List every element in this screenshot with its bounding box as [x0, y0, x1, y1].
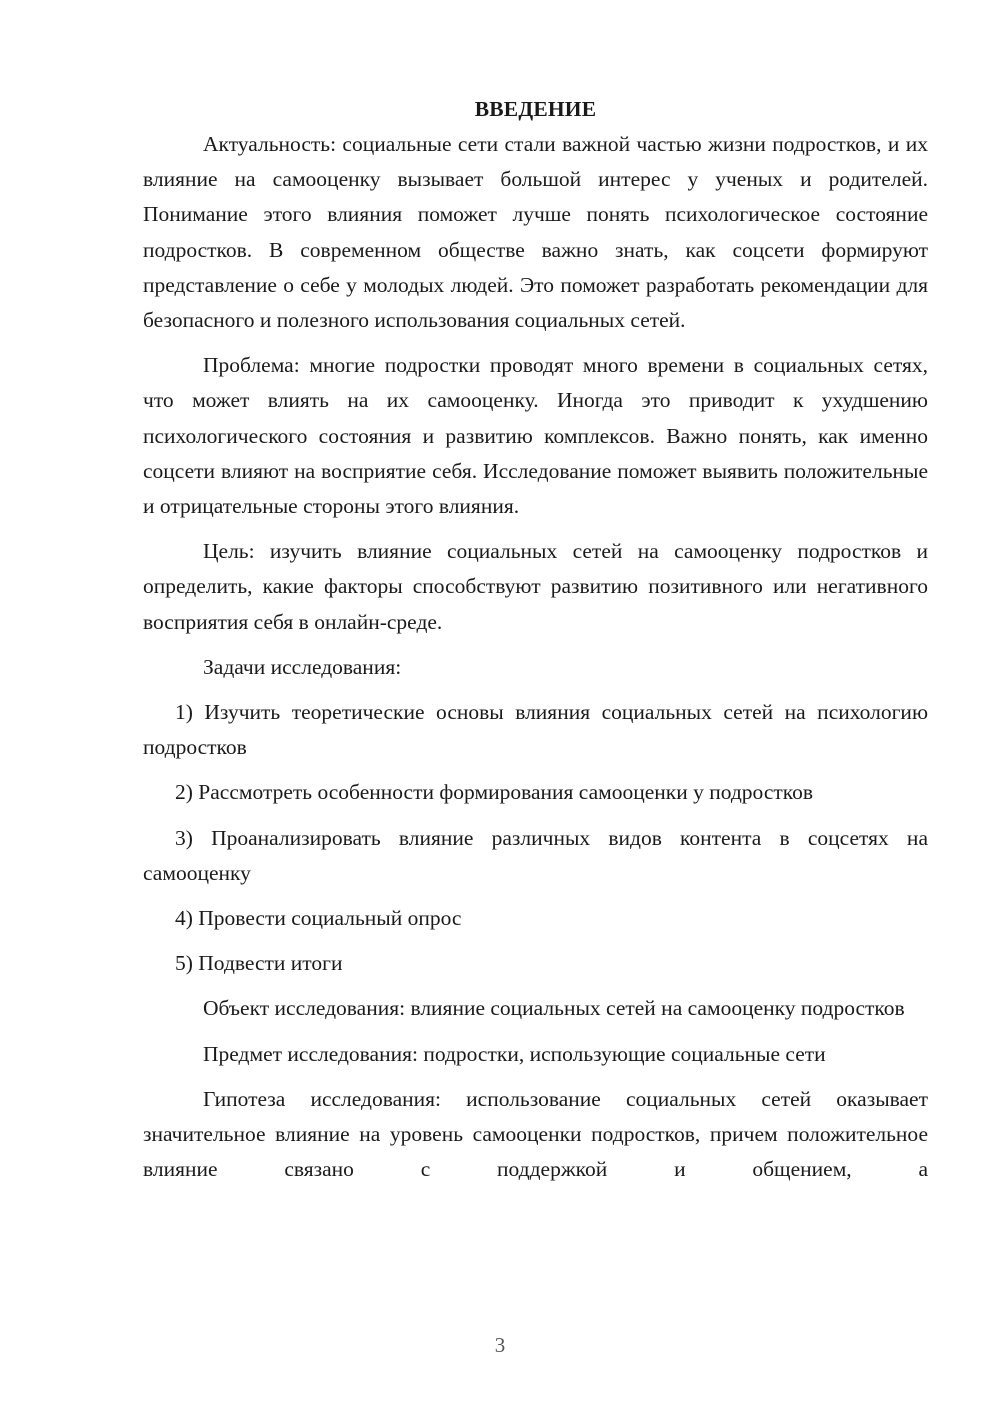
task-item-2: 2) Рассмотреть особенности формирования самооценки у подростков [175, 780, 814, 805]
task-item-1: 1) Изучить теоретические основы влияния социальных сетей на психологию подростков [143, 700, 928, 760]
paragraph-goal: Цель: изучить влияние социальных сетей на самооценку подростков и определить, какие факторы способствуют развитию позитивного или негативного восприятия себя в онлайн-среде. [143, 539, 928, 634]
page-number: 3 [494, 1333, 506, 1357]
paragraph-subject: Предмет исследования: подростки, использующие социальные сети [203, 1041, 826, 1066]
document-page [143, 92, 928, 1187]
page-title: ВВЕДЕНИЕ [474, 97, 597, 121]
task-item-3: 3) Проанализировать влияние различных видов контента в соцсетях на самооценку [143, 825, 928, 885]
paragraph-hypothesis: Гипотеза исследования: использование социальных сетей оказывает значительное влияние на уровень самооценки подростков, причем положительное влияние связано с поддержкой и общением, а [143, 1086, 928, 1182]
paragraph-object: Объект исследования: влияние социальных сетей на самооценку подростков [203, 996, 905, 1021]
paragraph-relevance: Актуальность: социальные сети стали важной частью жизни подростков, и их влияние на самооценку вызывает большой интерес у ученых и родителей. Понимание этого влияния поможет лучше понять психологическое состояние подростков. В современном обществе важно знать, как соцсети формируют представление о себе у молодых людей. Это поможет разработать рекомендации для безопасного и полезного использования социальных сетей. [143, 132, 928, 333]
task-item-5: 5) Подвести итоги [175, 951, 343, 976]
paragraph-problem: Проблема: многие подростки проводят много времени в социальных сетях, что может влиять на их самооценку. Иногда это приводит к ухудшению психологического состояния и развитию комплексов. Важно понять, как именно соцсети влияют на восприятие себя. Исследование поможет выявить положительные и отрицательные стороны этого влияния. [143, 353, 928, 519]
task-item-4: 4) Провести социальный опрос [175, 906, 462, 931]
tasks-heading: Задачи исследования: [203, 654, 402, 679]
